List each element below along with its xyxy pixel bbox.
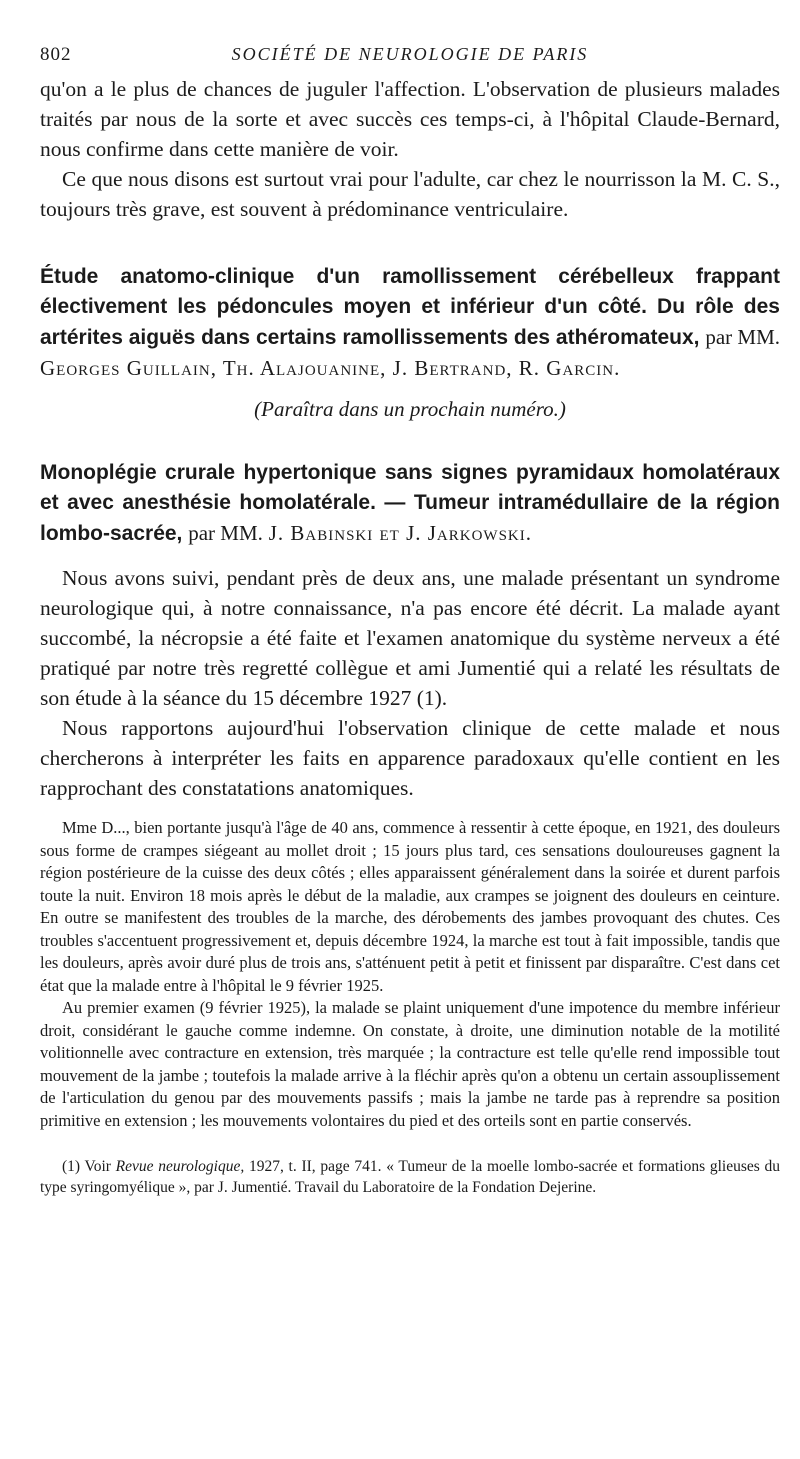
case-history-paragraph-1: Mme D..., bien portante jusqu'à l'âge de 40 ans, commence à ressentir à cette époque, en 1921, des douleurs sous forme de crampes siégeant au mollet droit ; 15 jours plus tard, ces sensations douloureuses gagnent la région postérieure de la cuisse des deux côtés ; elles apparaissent généralement dans la soirée et durent parfois toute la nuit. Environ 18 mois après le début de la maladie, aux crampes se joignent des douleurs en ceinture. En outre se manifestent des troubles de la marche, des dérobements des jambes provoquant des chutes. Ces troubles s'accentuent progressivement et, depuis décembre 1924, la marche est tout à fait impossible, tandis que les douleurs, après avoir duré plus de trois ans, s'atténuent petit à petit et finissent par disparaître. C'est dans cet état que la malade entre à l'hôpital le 9 février 1925. — [40, 818, 780, 995]
footnote-prefix: (1) Voir — [62, 1158, 111, 1175]
article-1-note: (Paraîtra dans un prochain numéro.) — [254, 397, 566, 421]
article-2-title-text: Monoplégie crurale hypertonique sans signes pyramidaux homolatéraux et avec anesthésie homolatérale. — Tumeur intramédullaire de la région lombo-sacrée, — [40, 461, 780, 545]
article-1-title-text: Étude anatomo-clinique d'un ramollissement cérébelleux frappant électivement les pédoncules moyen et inférieur d'un côté. Du rôle des artérites aiguës dans certains ramollissements des athéromateux, — [40, 265, 780, 349]
journal-title: SOCIÉTÉ DE NEUROLOGIE DE PARIS — [231, 44, 589, 64]
article-1-par: par MM. — [705, 325, 780, 349]
footnote — [40, 1156, 780, 1198]
article-2-authors: J. Babinski et J. Jarkowski. — [268, 521, 533, 545]
article-2-paragraph-1: Nous avons suivi, pendant près de deux ans, une malade présentant un syndrome neurologique qui, à notre connaissance, n'a pas encore été décrit. La malade ayant succombé, la nécropsie a été faite et l'examen anatomique du système nerveux a été pratiqué par notre très regretté collègue et ami Jumentié qui a relaté les résultats de son étude à la séance du 15 décembre 1927 (1). — [40, 566, 780, 710]
footnote-text: 1927, t. II, page 741. « Tumeur de la moelle lombo-sacrée et formations glieuses du type syringomyélique », par J. Jumentié. Travail du Laboratoire de la Fondation Dejerine. — [40, 1158, 781, 1196]
document-page — [40, 44, 780, 1198]
article-1-authors: Georges Guillain, Th. Alajouanine, J. Bertrand, R. Garcin. — [40, 356, 621, 380]
intro-paragraph-2: Ce que nous disons est surtout vrai pour l'adulte, car chez le nourrisson la M. C. S., toujours très grave, est souvent à prédominance ventriculaire. — [40, 167, 780, 221]
running-header — [40, 44, 780, 74]
page-number: 802 — [40, 44, 72, 65]
article-2-paragraph-2: Nous rapportons aujourd'hui l'observation clinique de cette malade et nous chercherons à interpréter les faits en apparence paradoxaux qu'elle contient en les rapprochant des constatations anatomiques. — [40, 716, 780, 800]
case-history-paragraph-2: Au premier examen (9 février 1925), la malade se plaint uniquement d'une impotence du membre inférieur droit, considérant le gauche comme indemne. On constate, à droite, une diminution notable de la motilité volitionnelle avec contracture en extension, très marquée ; la contracture est telle qu'elle rend impossible tout mouvement de la jambe ; toutefois la malade arrive à la fléchir après qu'on a obtenu un certain assouplissement de l'articulation du genou par des mouvements passifs ; mais la jambe ne tarde pas à reprendre sa position primitive en extension ; les mouvements volontaires du pied et des orteils sont en partie conservés. — [40, 998, 780, 1130]
article-2-par: par MM. — [188, 521, 263, 545]
footnote-journal: Revue neurologique, — [115, 1158, 245, 1175]
article-title-2 — [40, 458, 780, 549]
article-title-1 — [40, 262, 780, 384]
intro-paragraph-1: qu'on a le plus de chances de juguler l'affection. L'observation de plusieurs malades traités par nous de la sorte et avec succès ces temps-ci, à l'hôpital Claude-Bernard, nous confirme dans cette manière de voir. — [40, 77, 780, 161]
